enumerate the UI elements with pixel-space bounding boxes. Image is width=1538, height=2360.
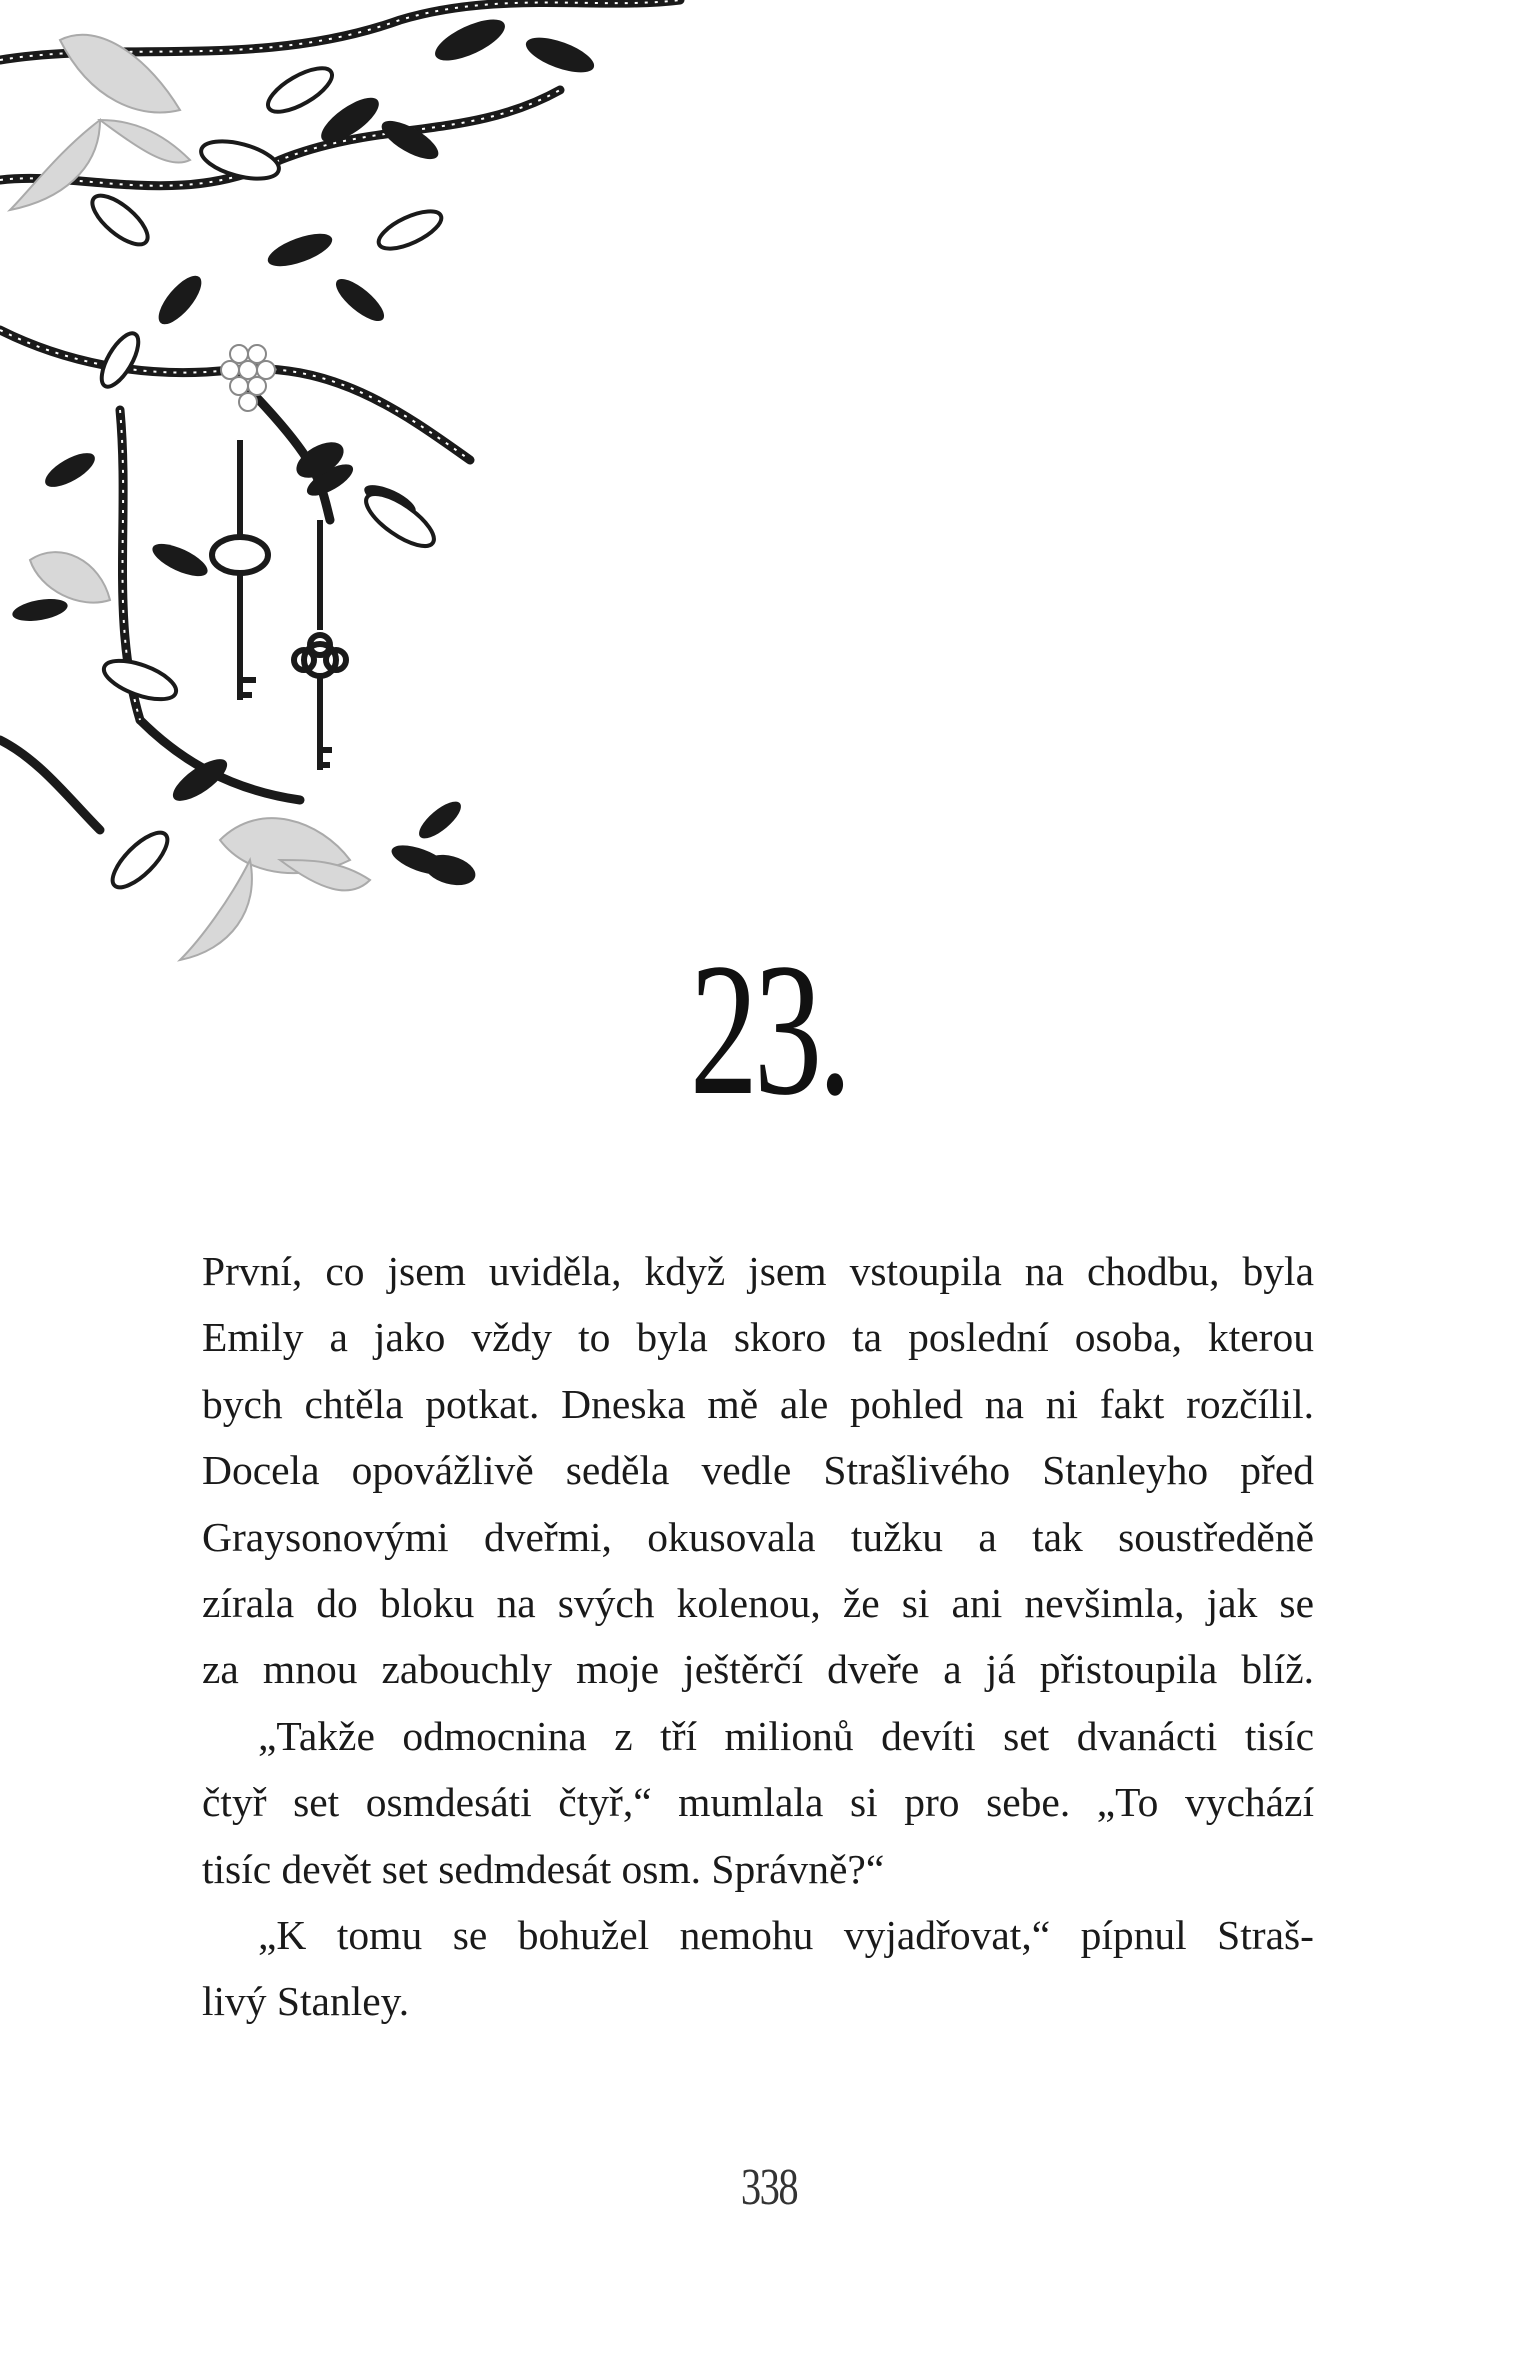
text-line: zírala do bloku na svých kolenou, že si ani nevšimla, jak se [202,1580,1314,1627]
text-line: Graysonovými dveřmi, okusovala tužku a tak soustředěně [202,1513,1314,1560]
text-line: Docela opovážlivě seděla vedle Strašlivého Stanleyho před [202,1447,1314,1494]
chapter-body-text [202,1238,1314,2035]
text-line: „Takže odmocnina z tří milionů devíti set dvanácti tisíc [258,1712,1314,1759]
text-line: tisíc devět set sedmdesát osm. Správně?“ [202,1845,885,1892]
text-line: livý Stanley. [202,1978,410,2025]
text-line: První, co jsem uviděla, když jsem vstoupila na chodbu, byla [202,1248,1314,1294]
text-line: za mnou zabouchly moje ještěrčí dveře a já přistoupila blíž. [202,1646,1314,1693]
text-line: „K tomu se bohužel nemohu vyjadřovat,“ pípnul Straš- [258,1912,1314,1959]
decorative-vine-illustration [0,0,1200,990]
chapter-number: 23. [689,925,849,1135]
text-line: bych chtěla potkat. Dneska mě ale pohled na ni fakt rozčílil. [202,1380,1314,1427]
page-number: 338 [740,2159,798,2216]
text-line: čtyř set osmdesáti čtyř,“ mumlala si pro sebe. „To vychází [202,1779,1314,1826]
text-line: Emily a jako vždy to byla skoro ta poslední osoba, kterou [202,1314,1314,1361]
